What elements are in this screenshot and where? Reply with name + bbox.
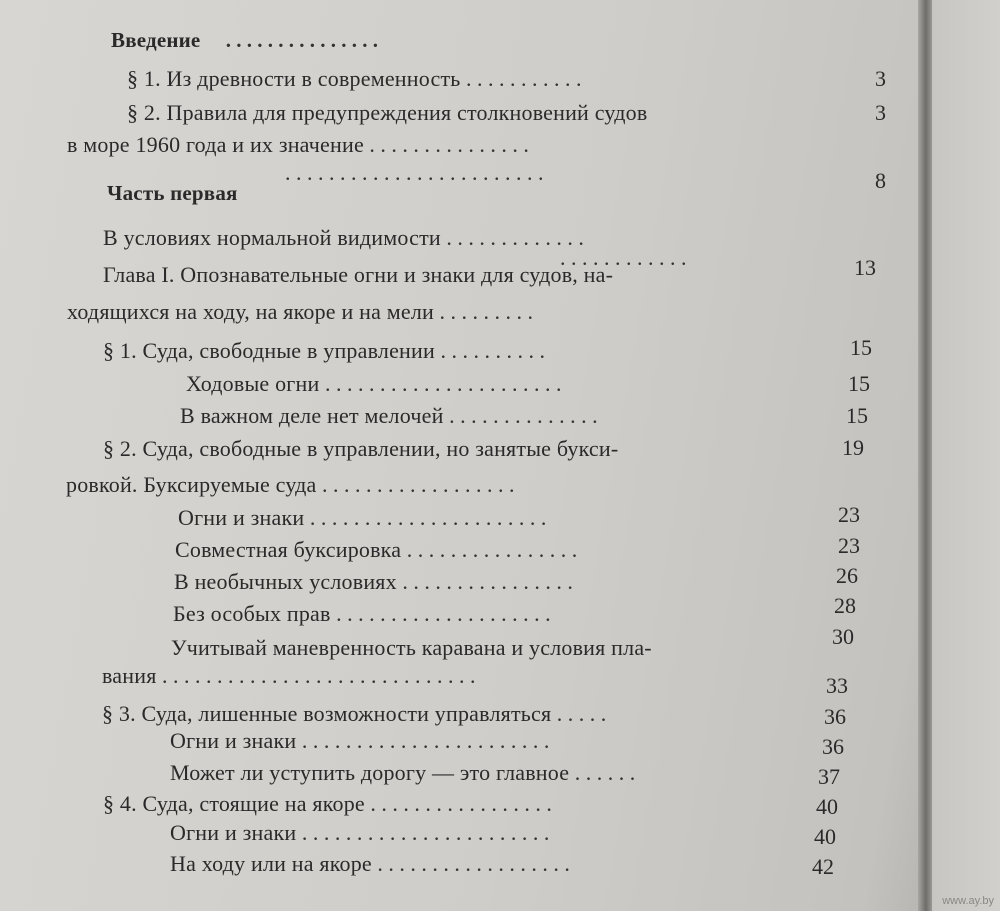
toc-entry-title: Введение	[111, 28, 201, 52]
toc-entry-title: Без особых прав	[173, 601, 331, 626]
toc-entry-title: Ходовые огни	[186, 371, 320, 396]
toc-leader-dots: . . . . . .	[574, 760, 636, 785]
toc-entry-title: Глава I. Опознавательные огни и знаки для судов, на-	[103, 262, 614, 287]
toc-entry-title: в море 1960 года и их значение	[67, 132, 364, 157]
toc-leader-dots: . . . . . . . . . . .	[466, 66, 582, 91]
toc-leader-dots: . . . . . . . . . . . . . . . . . . . . . .	[309, 505, 547, 530]
toc-leader-dots: . . . . . . . . . . . .	[560, 245, 687, 270]
toc-leader-dots: . . . . . . . . . . . . . . . .	[406, 537, 578, 562]
toc-page-number: 36	[822, 734, 844, 759]
toc-leader-dots: . . . . . . . . . . . . . . . . . . . . . . . . . . . . .	[162, 663, 476, 688]
toc-leader-dots: . . . . . . . . . . . . . . . . . . . . . . .	[301, 820, 550, 845]
toc-page-number: 23	[838, 533, 860, 558]
toc-entry-title: Огни и знаки	[170, 820, 297, 845]
toc-entry-title: В условиях нормальной видимости	[103, 225, 441, 250]
toc-entry-title: § 3. Суда, лишенные возможности управляться	[102, 701, 552, 726]
toc-page-number: 8	[875, 168, 886, 193]
toc-leader-dots: . . . . . . . . . . . . . . . .	[402, 569, 573, 594]
toc-page-number: 37	[818, 764, 840, 789]
toc-page-number: 33	[826, 673, 848, 698]
toc-page-number: 19	[842, 435, 864, 460]
book-gutter-shadow	[918, 0, 932, 911]
toc-leader-dots: . . . . . . . . . . . . . . . . . . . . . . . .	[285, 160, 544, 185]
toc-entry-subsection	[180, 403, 598, 429]
toc-leader-dots: . . . . . . . . . . . . . . . . . . . . . . .	[301, 728, 550, 753]
toc-entry-chapter	[103, 262, 613, 288]
toc-entry-title: § 2. Суда, свободные в управлении, но занятые букси-	[103, 436, 619, 461]
toc-page-number: 36	[824, 704, 846, 729]
toc-leader-row	[560, 245, 687, 271]
toc-entry-subsection	[170, 728, 549, 754]
toc-page-number: 40	[814, 824, 836, 849]
toc-entry-subsection	[175, 537, 577, 563]
toc-entry-section	[103, 338, 545, 364]
toc-entry-section	[102, 701, 606, 727]
toc-entry-subsection	[170, 760, 635, 786]
toc-entry-title: В важном деле нет мелочей	[180, 403, 444, 428]
toc-entry-subsection	[170, 851, 570, 877]
toc-entry-title: Огни и знаки	[170, 728, 297, 753]
toc-entry-title: § 1. Суда, свободные в управлении	[103, 338, 435, 363]
toc-page-number: 28	[834, 593, 856, 618]
toc-page-number: 3	[875, 100, 886, 125]
toc-entry-title: § 4. Суда, стоящие на якоре	[103, 791, 365, 816]
toc-entry-intro	[111, 27, 378, 53]
toc-leader-dots: . . . . . . . . . . . . . . . . . . . . . .	[324, 371, 562, 396]
toc-entry-continuation	[66, 472, 515, 498]
toc-entry-subsection	[171, 635, 652, 661]
toc-entry-section	[127, 66, 582, 92]
toc-entry-title: ходящихся на ходу, на якоре и на мели	[67, 299, 435, 324]
toc-page-number: 15	[848, 371, 870, 396]
toc-entry-continuation	[67, 299, 533, 325]
toc-leader-dots: . . . . . . . . . . . . . . .	[369, 132, 529, 157]
toc-entry-subsection	[173, 601, 551, 627]
toc-leader-row	[285, 160, 544, 186]
toc-entry-title: Огни и знаки	[178, 505, 305, 530]
toc-entry-part-title	[103, 225, 584, 251]
toc-entry-continuation	[102, 663, 476, 689]
toc-page-number: 15	[850, 335, 872, 360]
adjacent-page-edge	[932, 0, 1000, 911]
toc-entry-title: В необычных условиях	[174, 569, 397, 594]
toc-entry-title: Часть первая	[107, 181, 238, 205]
toc-entry-title: Может ли уступить дорогу — это главное	[170, 760, 570, 785]
toc-leader-dots: . . . . . . . . . . . . . . .	[225, 28, 378, 52]
toc-entry-subsection	[174, 569, 573, 595]
toc-entry-title: Учитывай маневренность каравана и условия пла-	[171, 635, 652, 660]
toc-entry-title: вания	[102, 663, 157, 688]
toc-entry-subsection	[170, 820, 549, 846]
toc-leader-dots: . . . . . . . . . . . . . . . . . .	[377, 851, 570, 876]
toc-entry-title: § 1. Из древности в современность	[127, 66, 461, 91]
toc-page-number: 23	[838, 502, 860, 527]
toc-leader-dots: . . . . . . . . . . . . . . . . .	[370, 791, 552, 816]
toc-entry-continuation	[67, 132, 529, 158]
toc-page-number: 13	[854, 255, 876, 280]
toc-page-number: 3	[875, 66, 886, 91]
toc-entry-subsection	[186, 371, 561, 397]
toc-entry-title: На ходу или на якоре	[170, 851, 372, 876]
toc-leader-dots: . . . . . . . . . . . . .	[446, 225, 584, 250]
toc-page-number: 42	[812, 854, 834, 879]
toc-page-number: 30	[832, 624, 854, 649]
toc-entry-section	[127, 100, 647, 126]
toc-leader-dots: . . . . . . . . . . . . . .	[449, 403, 598, 428]
toc-entry-title: § 2. Правила для предупреждения столкновений судов	[127, 100, 648, 125]
toc-page-number: 15	[846, 403, 868, 428]
toc-entry-section	[103, 791, 552, 817]
toc-entry-title: Совместная буксировка	[175, 537, 402, 562]
toc-leader-dots: . . . . . . . . . . . . . . . . . .	[322, 472, 515, 497]
toc-page-number: 40	[816, 794, 838, 819]
toc-entry-subsection	[178, 505, 546, 531]
toc-leader-dots: . . . . . . . . . .	[440, 338, 545, 363]
toc-leader-dots: . . . . . . . . .	[439, 299, 534, 324]
toc-leader-dots: . . . . . . . . . . . . . . . . . . . .	[336, 601, 551, 626]
toc-entry-part	[107, 180, 238, 206]
toc-leader-dots: . . . . .	[556, 701, 607, 726]
toc-page-number: 26	[836, 563, 858, 588]
toc-entry-title: ровкой. Буксируемые суда	[66, 472, 317, 497]
watermark: www.ay.by	[942, 895, 994, 907]
toc-entry-section	[103, 436, 618, 462]
